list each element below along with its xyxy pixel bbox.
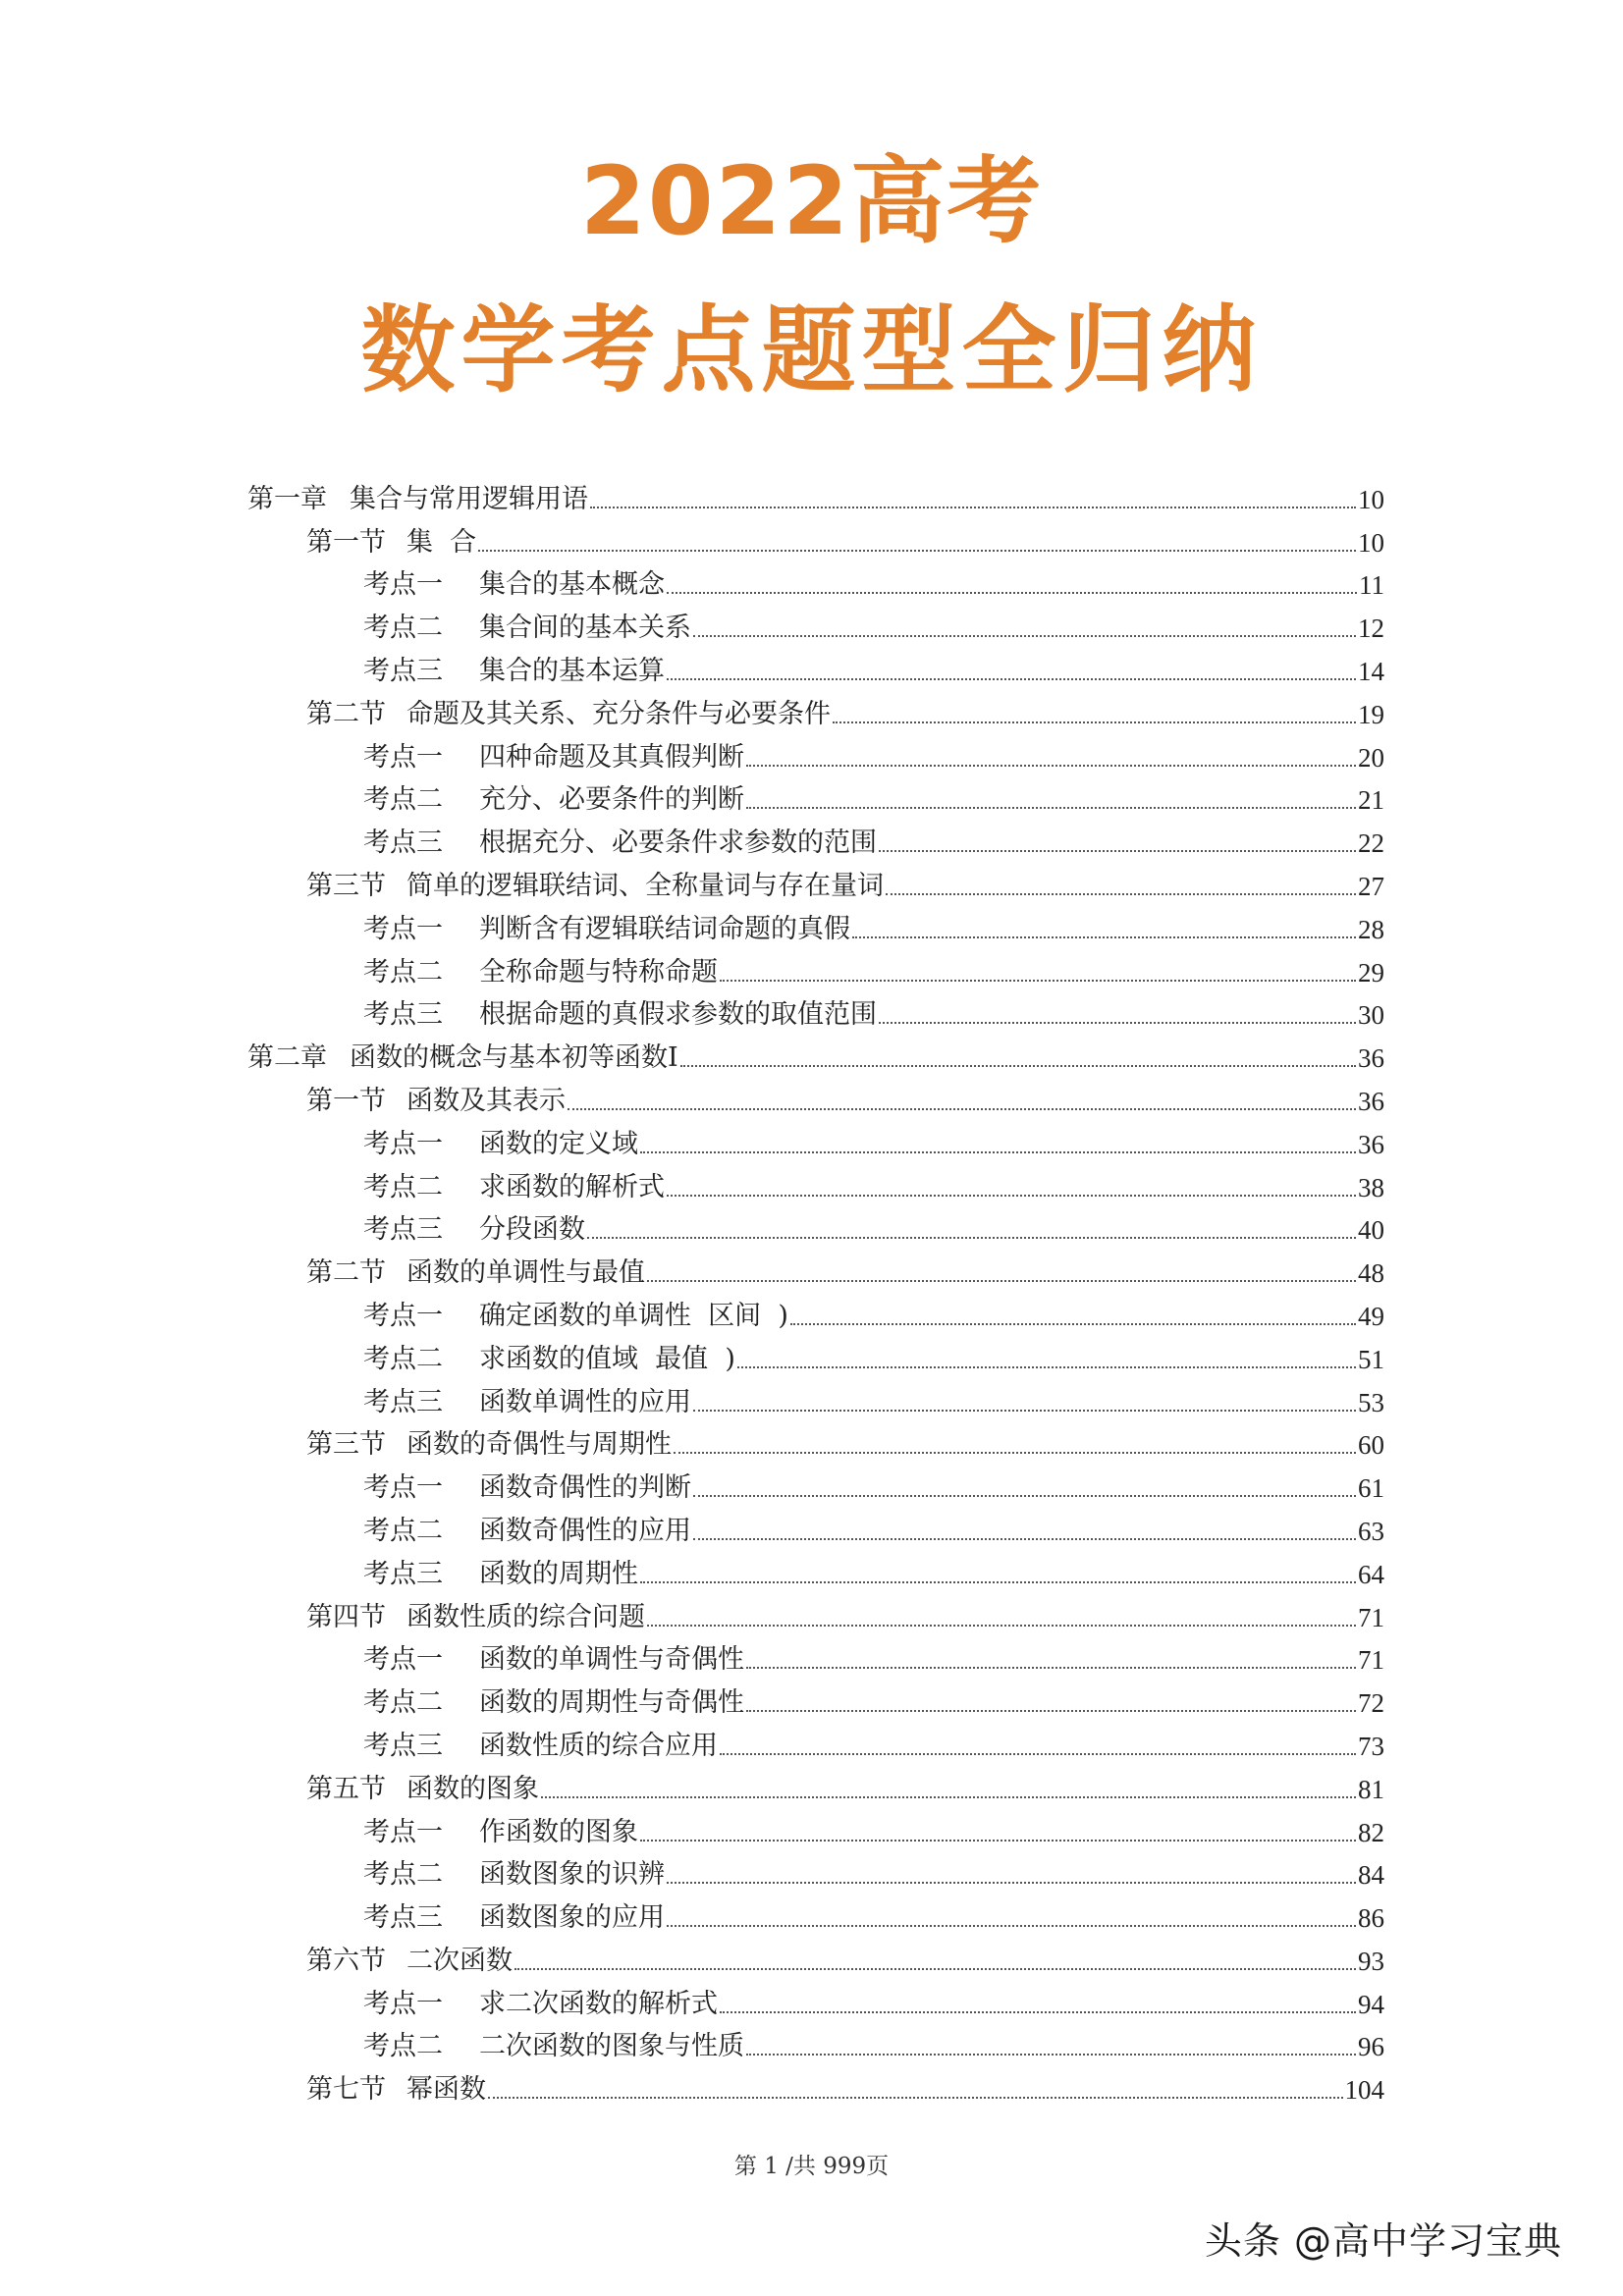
toc-entry[interactable] [247,1591,1384,1634]
toc-entry-prefix: 考点三 [363,1386,443,1417]
toc-entry-prefix: 考点一 [363,569,443,601]
toc-entry-label [363,913,850,946]
toc-entry[interactable] [247,1032,1384,1075]
toc-entry-page-number: 61 [1358,1473,1384,1504]
toc-entry-title: 求函数的解析式 [479,1171,665,1202]
toc-entry-title: 命题及其关系、充分条件与必要条件 [406,698,831,729]
toc-entry-prefix: 考点一 [363,1816,443,1847]
toc-entry-label [363,1300,788,1333]
toc-entry-page-number: 12 [1358,614,1384,644]
toc-entry-page-number: 86 [1358,1903,1384,1934]
toc-entry-title: 简单的逻辑联结词、全称量词与存在量词 [406,870,884,901]
toc-entry-prefix: 考点二 [363,613,443,644]
toc-entry-title: 函数的单调性与最值 [406,1257,645,1289]
dot-leader [478,549,1356,552]
toc-entry[interactable] [247,1548,1384,1591]
dot-leader [790,1322,1356,1325]
toc-entry-label [363,1901,665,1935]
toc-entry-title: 函数的周期性 [479,1558,638,1589]
page-number-footer: 第 1 /共 999页 [733,2154,890,2179]
toc-entry[interactable] [247,688,1384,731]
toc-entry-page-number: 94 [1358,1989,1384,2019]
dot-leader [693,1537,1356,1540]
toc-entry-title: 函数性质的综合应用 [479,1730,718,1761]
toc-entry-label [363,1471,691,1505]
toc-entry[interactable] [247,516,1384,560]
dot-leader [667,1924,1356,1927]
toc-entry-label [306,526,476,560]
dot-leader [693,1494,1356,1497]
toc-entry-prefix: 第一章 [247,483,327,514]
toc-entry-prefix: 第四节 [306,1601,386,1632]
toc-entry-title: 作函数的图象 [479,1816,638,1847]
toc-entry-prefix: 第一节 [306,526,386,558]
toc-entry-title: 函数的奇偶性与周期性 [406,1429,672,1461]
dot-leader [640,1580,1356,1583]
dot-leader [647,1279,1356,1282]
toc-entry-page-number: 81 [1358,1774,1384,1804]
toc-entry-label [363,2030,744,2063]
toc-entry[interactable] [247,560,1384,603]
dot-leader [514,1967,1356,1970]
toc-entry-prefix: 考点三 [363,1558,443,1589]
toc-entry-label [363,568,665,602]
toc-entry-page-number: 19 [1358,699,1384,729]
toc-entry-page-number: 49 [1358,1301,1384,1331]
toc-entry-page-number: 53 [1358,1387,1384,1417]
dot-leader [667,677,1356,680]
toc-entry-prefix: 考点二 [363,2031,443,2062]
dot-leader [693,634,1356,637]
toc-entry-label [306,698,831,731]
toc-entry-label [306,1085,566,1118]
dot-leader [568,1107,1356,1110]
toc-entry-prefix: 考点三 [363,1214,443,1246]
toc-entry-label [306,1945,513,1978]
toc-entry-prefix: 考点二 [363,1687,443,1719]
toc-entry[interactable] [247,989,1384,1033]
toc-entry-title: 函数奇偶性的判断 [479,1472,691,1504]
toc-entry[interactable] [247,1634,1384,1678]
toc-entry-title: 幂函数 [406,2074,486,2106]
toc-entry-prefix: 第一节 [306,1085,386,1116]
toc-entry-label [306,2073,486,2107]
toc-entry[interactable] [247,1419,1384,1463]
dot-leader [746,1666,1356,1669]
toc-entry-title: 集合与常用逻辑用语 [350,483,588,514]
dot-leader [879,849,1356,852]
toc-entry-label [363,1558,638,1591]
toc-entry-title: 函数的概念与基本初等函数Ⅰ [350,1042,678,1074]
toc-entry-page-number: 84 [1358,1860,1384,1891]
toc-entry-label [363,1386,691,1419]
toc-entry-page-number: 36 [1358,1129,1384,1159]
toc-entry-label [363,1213,585,1247]
toc-entry-label [363,783,744,817]
toc-entry-prefix: 考点三 [363,1730,443,1761]
toc-entry-title: 函数的图象 [406,1773,539,1804]
dot-leader [590,506,1356,508]
toc-entry-prefix: 考点二 [363,1171,443,1202]
dot-leader [720,2010,1356,2013]
toc-entry-page-number: 63 [1358,1516,1384,1546]
toc-entry-page-number: 22 [1358,828,1384,859]
toc-entry[interactable] [247,2063,1384,2107]
toc-entry-prefix: 考点二 [363,1343,443,1374]
toc-entry-prefix: 第六节 [306,1945,386,1976]
toc-entry-page-number: 48 [1358,1258,1384,1289]
toc-entry-prefix: 考点二 [363,1515,443,1546]
toc-entry-title: 函数及其表示 [406,1085,566,1116]
toc-entry-page-number: 93 [1358,1946,1384,1976]
toc-entry-prefix: 第七节 [306,2074,386,2106]
toc-entry-page-number: 82 [1358,1817,1384,1847]
toc-entry[interactable] [247,1505,1384,1548]
toc-entry-title: 函数图象的识辨 [479,1859,665,1891]
toc-entry-page-number: 21 [1358,785,1384,816]
dot-leader [852,935,1356,938]
toc-entry-label [363,1988,718,2021]
toc-entry[interactable] [247,1978,1384,2021]
toc-entry-title: 二次函数的图象与性质 [479,2031,744,2062]
dot-leader [680,1064,1356,1067]
toc-entry-title: 集合间的基本关系 [479,613,691,644]
toc-entry[interactable] [247,731,1384,774]
toc-entry-page-number: 11 [1359,570,1384,601]
dot-leader [640,1839,1356,1842]
toc-entry-page-number: 71 [1358,1645,1384,1676]
table-of-contents [247,473,1384,2107]
toc-entry[interactable] [247,1118,1384,1161]
toc-entry[interactable] [247,602,1384,645]
dot-leader [693,1409,1356,1412]
toc-entry-prefix: 考点一 [363,741,443,773]
toc-entry-title: 函数奇偶性的应用 [479,1515,691,1546]
toc-entry-prefix: 第二节 [306,698,386,729]
dot-leader [667,591,1357,594]
title-subject: 数学考点题型全归纳 [360,295,1263,405]
toc-entry-prefix: 第二节 [306,1257,386,1289]
toc-entry[interactable] [247,1677,1384,1720]
toc-entry-title: 根据命题的真假求参数的取值范围 [479,999,877,1031]
toc-entry-title: 全称命题与特称命题 [479,956,718,988]
toc-entry-prefix: 考点一 [363,1472,443,1504]
dot-leader [886,892,1356,895]
toc-entry-title: 函数单调性的应用 [479,1386,691,1417]
dot-leader [737,1365,1356,1368]
dot-leader [746,806,1356,809]
toc-entry-label [247,483,588,516]
toc-entry-page-number: 36 [1358,1043,1384,1074]
toc-entry-label [363,1816,638,1849]
toc-entry[interactable] [247,1806,1384,1849]
toc-entry-label [363,827,877,860]
dot-leader [667,1194,1356,1197]
toc-entry-title: 函数图象的应用 [479,1902,665,1934]
toc-entry-page-number: 64 [1358,1559,1384,1589]
dot-leader [746,2053,1356,2056]
toc-entry-label [363,1686,744,1720]
toc-entry-prefix: 考点一 [363,1128,443,1159]
toc-entry-label [363,1171,665,1204]
toc-entry-label [306,1773,539,1806]
toc-entry-title: 二次函数 [406,1945,513,1976]
toc-entry-label [363,956,718,989]
toc-entry-prefix: 第二章 [247,1042,327,1074]
toc-entry-title: 求二次函数的解析式 [479,1988,718,2019]
toc-entry-page-number: 38 [1358,1172,1384,1202]
toc-entry[interactable] [247,1161,1384,1204]
dot-leader [640,1150,1356,1153]
toc-entry-prefix: 考点三 [363,655,443,686]
toc-entry[interactable] [247,2021,1384,2064]
toc-entry-label [363,1343,735,1376]
toc-entry-prefix: 考点三 [363,1902,443,1934]
toc-entry-label [363,1858,665,1892]
toc-entry-prefix: 考点三 [363,828,443,859]
toc-entry-prefix: 考点一 [363,1644,443,1676]
toc-entry-page-number: 96 [1358,2032,1384,2062]
toc-entry-page-number: 30 [1358,1000,1384,1031]
dot-leader [720,1752,1356,1755]
toc-entry-label [363,655,665,688]
toc-entry-label [363,998,877,1032]
toc-entry-title: 函数的定义域 [479,1128,638,1159]
dot-leader [746,764,1356,767]
toc-entry-title: 充分、必要条件的判断 [479,784,744,816]
toc-entry-prefix: 考点二 [363,1859,443,1891]
toc-entry-title: 判断含有逻辑联结词命题的真假 [479,913,850,944]
toc-entry-page-number: 20 [1358,742,1384,773]
dot-leader [488,2096,1343,2099]
toc-entry[interactable] [247,1075,1384,1118]
toc-entry-page-number: 51 [1358,1344,1384,1374]
toc-entry-title: 确定函数的单调性 区间 ) [479,1300,788,1331]
toc-entry-title: 集 合 [406,526,477,558]
toc-entry-title: 根据充分、必要条件求参数的范围 [479,828,877,859]
toc-entry[interactable] [247,1763,1384,1806]
toc-entry[interactable] [247,1462,1384,1505]
toc-entry[interactable] [247,1247,1384,1290]
toc-entry-label [363,1515,691,1548]
toc-entry-prefix: 考点三 [363,999,443,1031]
source-watermark: 头条 @高中学习宝典 [1204,2219,1562,2263]
toc-entry[interactable] [247,817,1384,860]
toc-entry-label [247,1041,678,1075]
dot-leader [833,721,1356,723]
toc-entry-title: 函数的周期性与奇偶性 [479,1687,744,1719]
toc-entry-label [363,741,744,774]
dot-leader [667,1881,1356,1884]
toc-entry-label [306,1256,645,1290]
toc-entry-label [306,870,884,903]
toc-entry-title: 四种命题及其真假判断 [479,741,744,773]
toc-entry[interactable] [247,1290,1384,1333]
toc-entry-title: 分段函数 [479,1214,585,1246]
toc-entry-title: 函数性质的综合问题 [406,1601,645,1632]
toc-entry-page-number: 71 [1358,1602,1384,1632]
toc-entry-page-number: 10 [1358,484,1384,514]
toc-entry[interactable] [247,903,1384,946]
toc-entry[interactable] [247,1892,1384,1935]
toc-entry[interactable] [247,645,1384,688]
toc-entry-title: 集合的基本运算 [479,655,665,686]
toc-entry-page-number: 10 [1358,527,1384,558]
toc-entry[interactable] [247,860,1384,903]
toc-entry[interactable] [247,1720,1384,1763]
toc-entry-label [363,1643,744,1677]
title-year: 2022高考 [579,146,1044,256]
toc-entry-page-number: 29 [1358,957,1384,988]
toc-entry-page-number: 40 [1358,1215,1384,1246]
toc-entry-prefix: 考点一 [363,1988,443,2019]
toc-entry-prefix: 第三节 [306,870,386,901]
toc-entry[interactable] [247,946,1384,989]
toc-entry-page-number: 104 [1344,2075,1384,2106]
dot-leader [647,1624,1356,1627]
toc-entry-page-number: 73 [1358,1731,1384,1761]
toc-entry[interactable] [247,1849,1384,1893]
dot-leader [541,1795,1356,1798]
dot-leader [720,979,1356,982]
toc-entry-page-number: 28 [1358,914,1384,944]
toc-entry-label [306,1428,672,1462]
toc-entry-label [363,612,691,645]
toc-entry[interactable] [247,774,1384,818]
toc-entry-prefix: 考点一 [363,1300,443,1331]
toc-entry[interactable] [247,1333,1384,1376]
toc-entry-title: 集合的基本概念 [479,569,665,601]
dot-leader [879,1021,1356,1024]
toc-entry-page-number: 60 [1358,1430,1384,1461]
toc-entry-prefix: 考点一 [363,913,443,944]
document-title [0,137,1623,414]
toc-entry-page-number: 14 [1358,656,1384,686]
dot-leader [587,1236,1356,1239]
toc-entry[interactable] [247,1935,1384,1978]
dot-leader [674,1451,1356,1454]
toc-entry-prefix: 考点二 [363,784,443,816]
toc-entry[interactable] [247,1204,1384,1248]
toc-entry-prefix: 第五节 [306,1773,386,1804]
toc-entry-page-number: 27 [1358,871,1384,901]
toc-entry-prefix: 考点二 [363,956,443,988]
toc-entry-title: 求函数的值域 最值 ) [479,1343,735,1374]
dot-leader [746,1709,1356,1712]
toc-entry-label [363,1730,718,1763]
toc-entry[interactable] [247,473,1384,516]
toc-entry-title: 函数的单调性与奇偶性 [479,1644,744,1676]
toc-entry[interactable] [247,1376,1384,1419]
toc-entry-page-number: 72 [1358,1688,1384,1719]
toc-entry-prefix: 第三节 [306,1429,386,1461]
toc-entry-label [306,1601,645,1634]
toc-entry-label [363,1128,638,1161]
toc-entry-page-number: 36 [1358,1086,1384,1116]
